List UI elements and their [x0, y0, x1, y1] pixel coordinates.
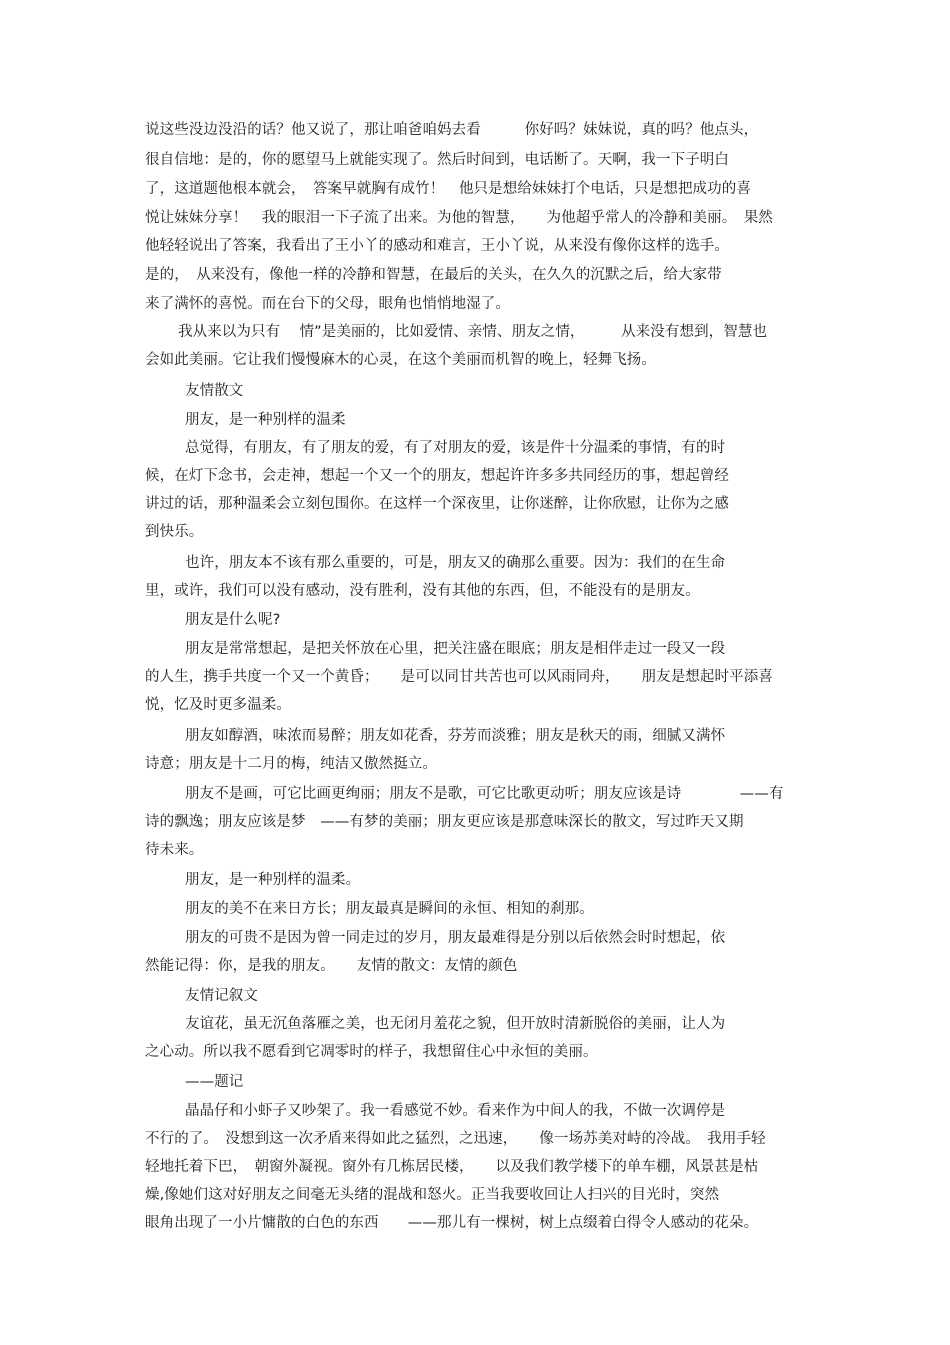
text-line: 诗的飘逸；朋友应该是梦 ——有梦的美丽；朋友更应该是那意味深长的散文，写过昨天又期 [145, 814, 744, 830]
text-line: 朋友是什么呢? [185, 612, 281, 628]
text-line: 轻地托着下巴， 朝窗外凝视。窗外有几栋居民楼， 以及我们教学楼下的单车棚，风景甚是枯 [145, 1159, 759, 1175]
text-line: 眼角出现了一小片慵散的白色的东西 ——那儿有一棵树，树上点缀着白得令人感动的花朵。 [145, 1215, 759, 1231]
text-line: 候，在灯下念书，会走神，想起一个又一个的朋友，想起许许多多共同经历的事，想起曾经 [145, 468, 729, 484]
text-line: 然能记得：你，是我的朋友。 友情的散文：友情的颜色 [145, 958, 518, 974]
text-line: 诗意；朋友是十二月的梅，纯洁又傲然挺立。 [145, 756, 437, 772]
text-line: 悦让妹妹分享！ 我的眼泪一下子流了出来。为他的智慧， 为他超乎常人的冷静和美丽。 果然 [145, 210, 773, 226]
section-subheading: 朋友，是一种别样的温柔 [185, 412, 346, 428]
epigraph-label: ——题记 [185, 1074, 244, 1090]
text-line: 待未来。 [145, 842, 204, 858]
text-line: 朋友，是一种别样的温柔。 [185, 872, 361, 888]
text-line: 晶晶仔和小虾子又吵架了。我一看感觉不妙。看来作为中间人的我，不做一次调停是 [185, 1103, 726, 1119]
text-line: 也许，朋友本不该有那么重要的，可是，朋友又的确那么重要。因为：我们的在生命 [185, 555, 726, 571]
section-heading: 友情散文 [185, 383, 244, 399]
text-line: 是的， 从来没有，像他一样的冷静和智慧，在最后的关头，在久久的沉默之后，给大家带 [145, 267, 722, 283]
text-line: 不行的了。 没想到这一次矛盾来得如此之猛烈，之迅速， 像一场苏美对峙的冷战。 我用手轻 [145, 1131, 766, 1147]
text-line: 里，或许，我们可以没有感动，没有胜利，没有其他的东西，但，不能没有的是朋友。 [145, 583, 700, 599]
text-line: 他轻轻说出了答案，我看出了王小丫的感动和难言，王小丫说，从来没有像你这样的选手。 [145, 238, 729, 254]
text-line: 朋友如醇酒，味浓而易醉；朋友如花香，芬芳而淡雅；朋友是秋天的雨，细腻又满怀 [185, 728, 726, 744]
section-heading: 友情记叙文 [185, 988, 258, 1004]
text-line: 讲过的话，那种温柔会立刻包围你。在这样一个深夜里，让你迷醉，让你欣慰，让你为之感 [145, 496, 729, 512]
text-line: 到快乐。 [145, 524, 204, 540]
text-line: 说这些没边没沿的话？他又说了，那让咱爸咱妈去看 你好吗？妹妹说，真的吗？他点头， [145, 122, 759, 138]
text-line: 友谊花，虽无沉鱼落雁之美，也无闭月羞花之貌，但开放时清新脱俗的美丽，让人为 [185, 1016, 726, 1032]
text-line: 之心动。所以我不愿看到它凋零时的样子，我想留住心中永恒的美丽。 [145, 1044, 598, 1060]
text-line: 我从来以为只有 情”是美丽的，比如爱情、亲情、朋友之情， 从来没有想到，智慧也 [178, 324, 768, 340]
text-line: 朋友的美不在来日方长；朋友最真是瞬间的永恒、相知的刹那。 [185, 901, 594, 917]
text-line: 悦，忆及时更多温柔。 [145, 697, 291, 713]
text-line: 的人生，携手共度一个又一个黄昏； 是可以同甘共苦也可以风雨同舟， 朋友是想起时平添喜 [145, 669, 773, 685]
text-line: 燥,像她们这对好朋友之间毫无头绪的混战和怒火。正当我要收回让人扫兴的目光时，突然 [145, 1187, 720, 1203]
text-line: 朋友不是画，可它比画更绚丽；朋友不是歌，可它比歌更动听；朋友应该是诗 ——有 [185, 786, 784, 802]
text-line: 总觉得，有朋友，有了朋友的爱，有了对朋友的爱，该是件十分温柔的事情，有的时 [185, 440, 726, 456]
text-line: 朋友是常常想起，是把关怀放在心里，把关注盛在眼底；朋友是相伴走过一段又一段 [185, 641, 726, 657]
text-line: 来了满怀的喜悦。而在台下的父母，眼角也悄悄地湿了。 [145, 296, 510, 312]
text-line: 朋友的可贵不是因为曾一同走过的岁月，朋友最难得是分别以后依然会时时想起，依 [185, 930, 726, 946]
text-line: 会如此美丽。它让我们慢慢麻木的心灵，在这个美丽而机智的晚上，轻舞飞扬。 [145, 352, 656, 368]
text-line: 了，这道题他根本就会， 答案早就胸有成竹！ 他只是想给妹妹打个电话，只是想把成功的喜 [145, 181, 751, 197]
text-line: 很自信地：是的，你的愿望马上就能实现了。然后时间到，电话断了。天啊，我一下子明白 [145, 152, 729, 168]
